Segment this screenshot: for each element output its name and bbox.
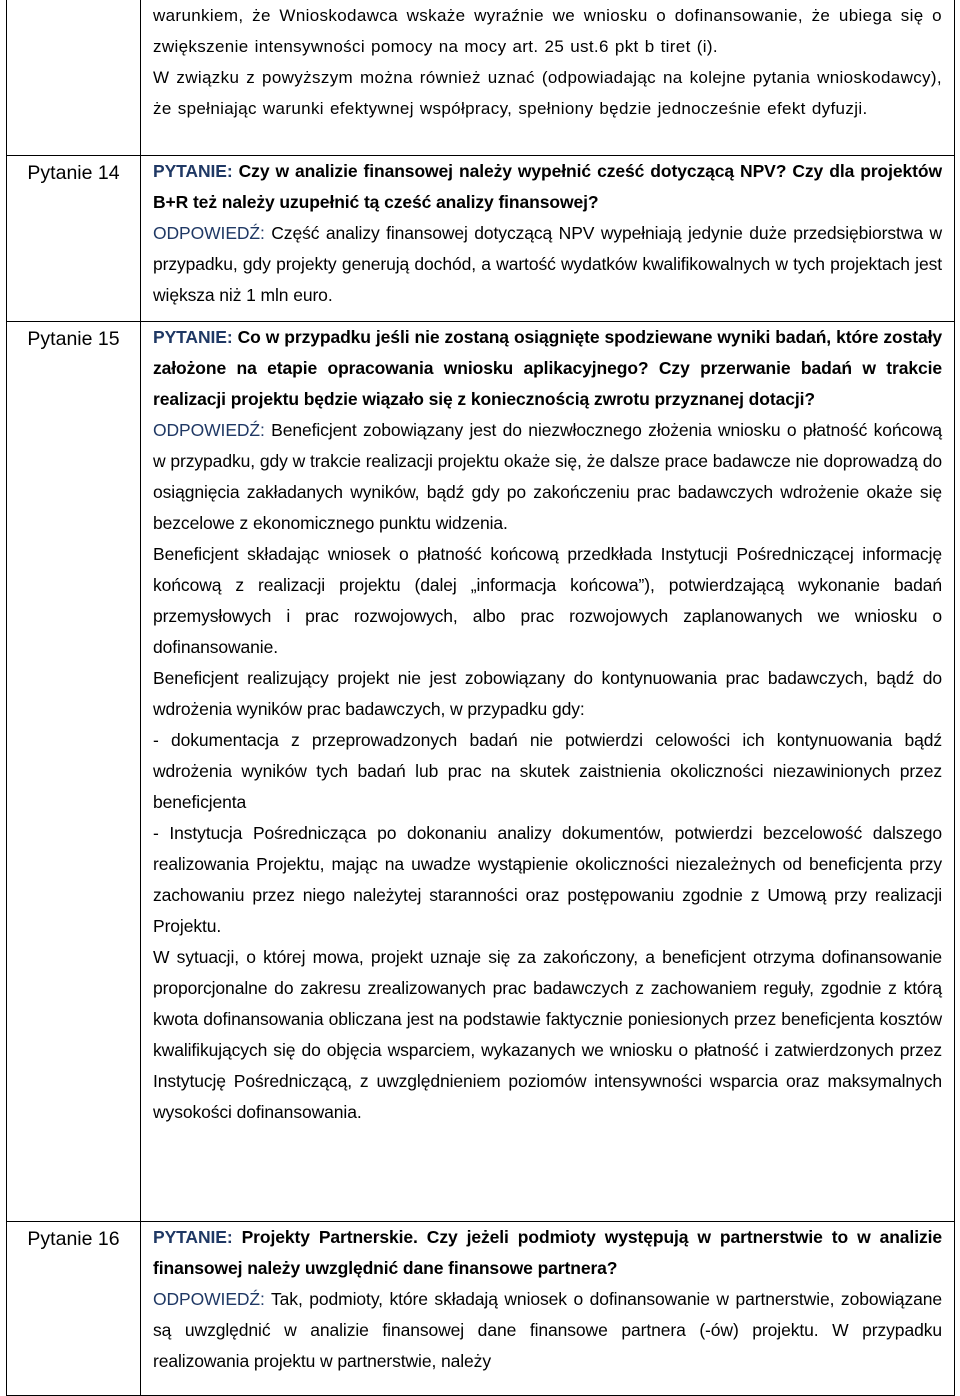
table-row (7, 155, 955, 321)
answer-paragraph: W sytuacji, o której mowa, projekt uznaje się za zakończony, a beneficjent otrzyma dofinansowanie proporcjonalne do zakresu zrealizowanych prac badawczych z zachowaniem reguły, zgodnie z którą kwota dofinansowania obliczana jest na podstawie faktycznie poniesionych przez beneficjenta kosztów kwalifikujących się do objęcia wsparciem, wykazanych we wniosku o płatność i zatwierdzonych przez Instytucję Pośredniczącą, z uwzględnieniem poziomów intensywności wsparcia oraz maksymalnych wysokości dofinansowania. (153, 946, 942, 1122)
answer-text: Beneficjent zobowiązany jest do niezwłocznego złożenia wniosku o płatność końcową w przypadku, gdy w trakcie realizacji projektu okaże się, że dalsze prace badawcze nie doprowadzą do osiągnięcia zakładanych wyników, bądź gdy po zakończeniu prac badawczych wdrożenie okaże się bezcelowe z ekonomicznego punktu widzenia. (153, 419, 942, 533)
continuation-paragraph: warunkiem, że Wnioskodawca wskaże wyraźnie we wniosku o dofinansowanie, że ubiega się o zwiększenie intensywności pomocy na mocy art. 25 ust.6 pkt b tiret (i). (153, 6, 942, 56)
answer-keyword: ODPOWIEDŹ: (153, 419, 265, 440)
answer-text: Tak, podmioty, które składają wniosek o dofinansowanie w partnerstwie, zobowiązane są uwzględnić w analizie finansowej dane finansowe partnera (-ów) projektu. W przypadku realizowania projektu w partnerstwie, należy (153, 1288, 942, 1371)
answer-paragraph (153, 1284, 942, 1377)
answer-list-item: - Instytucja Pośrednicząca po dokonaniu analizy dokumentów, potwierdzi bezcelowość dalszego realizowania Projektu, mając na uwadze wystąpienie okoliczności niezależnych od beneficjenta przy zachowaniu przez niego należytej staranności oraz postępowaniu zgodnie z Umową przy realizacji Projektu. (153, 822, 942, 936)
row-content-cell (141, 1221, 955, 1395)
answer-list-item: - dokumentacja z przeprowadzonych badań nie potwierdzi celowości ich kontynuowania bądź wdrożenia wyników tych badań lub prac na skutek zaistnienia okoliczności niezawinionych przez beneficjenta (153, 729, 942, 812)
question-keyword: PYTANIE: (153, 1226, 233, 1247)
question-paragraph (153, 1222, 942, 1284)
row-label-cell (7, 1221, 141, 1395)
answer-keyword: ODPOWIEDŹ: (153, 1288, 265, 1309)
row-label-cell (7, 0, 141, 155)
row-content-cell (141, 0, 955, 155)
question-paragraph (153, 156, 942, 218)
row-content-cell (141, 155, 955, 321)
question-paragraph (153, 322, 942, 415)
answer-paragraph: Beneficjent składając wniosek o płatność końcową przedkłada Instytucji Pośredniczącej informację końcową z realizacji projektu (dalej „informacja końcowa”), potwierdzającą wykonanie badań przemysłowych i prac rozwojowych, albo prac rozwojowych zaplanowanych we wniosku o dofinansowanie. (153, 543, 942, 657)
answer-paragraph (153, 415, 942, 539)
table-row (7, 1221, 955, 1395)
table-row (7, 0, 955, 155)
question-text: Projekty Partnerskie. Czy jeżeli podmioty występują w partnerstwie to w analizie finansowej należy uwzględnić dane finansowe partnera? (153, 1226, 943, 1278)
question-text: Co w przypadku jeśli nie zostaną osiągnięte spodziewane wyniki badań, które zostały założone na etapie opracowania wniosku aplikacyjnego? Czy przerwanie badań w trakcie realizacji projektu będzie wiązało się z koniecznością zwrotu przyznanej dotacji? (153, 326, 943, 409)
question-keyword: PYTANIE: (153, 326, 233, 347)
answer-paragraph: Beneficjent realizujący projekt nie jest zobowiązany do kontynuowania prac badawczych, bądź do wdrożenia wyników prac badawczych, w przypadku gdy: (153, 667, 942, 719)
row-label-cell (7, 321, 141, 1221)
row-label-cell (7, 155, 141, 321)
row-content-cell (141, 321, 955, 1221)
answer-text: Część analizy finansowej dotyczącą NPV wypełniają jedynie duże przedsiębiorstwa w przypadku, gdy projekty generują dochód, a wartość wydatków kwalifikowalnych w tych projektach jest większa niż 1 mln euro. (153, 222, 942, 305)
answer-paragraph (153, 218, 942, 311)
question-keyword: PYTANIE: (153, 160, 233, 181)
question-number-label: Pytanie 14 (27, 161, 120, 184)
continuation-paragraph: W związku z powyższym można również uznać (odpowiadając na kolejne pytania wnioskodawcy), że spełniając warunki efektywnej współpracy, spełniony będzie jednocześnie efekt dyfuzji. (153, 68, 942, 118)
qa-table (6, 0, 955, 1396)
answer-keyword: ODPOWIEDŹ: (153, 222, 265, 243)
table-row (7, 321, 955, 1221)
question-number-label: Pytanie 16 (27, 1227, 120, 1250)
question-text: Czy w analizie finansowej należy wypełnić cześć dotyczącą NPV? Czy dla projektów B+R też należy uzupełnić tą cześć analizy finansowej? (153, 160, 942, 212)
question-number-label: Pytanie 15 (27, 327, 120, 350)
